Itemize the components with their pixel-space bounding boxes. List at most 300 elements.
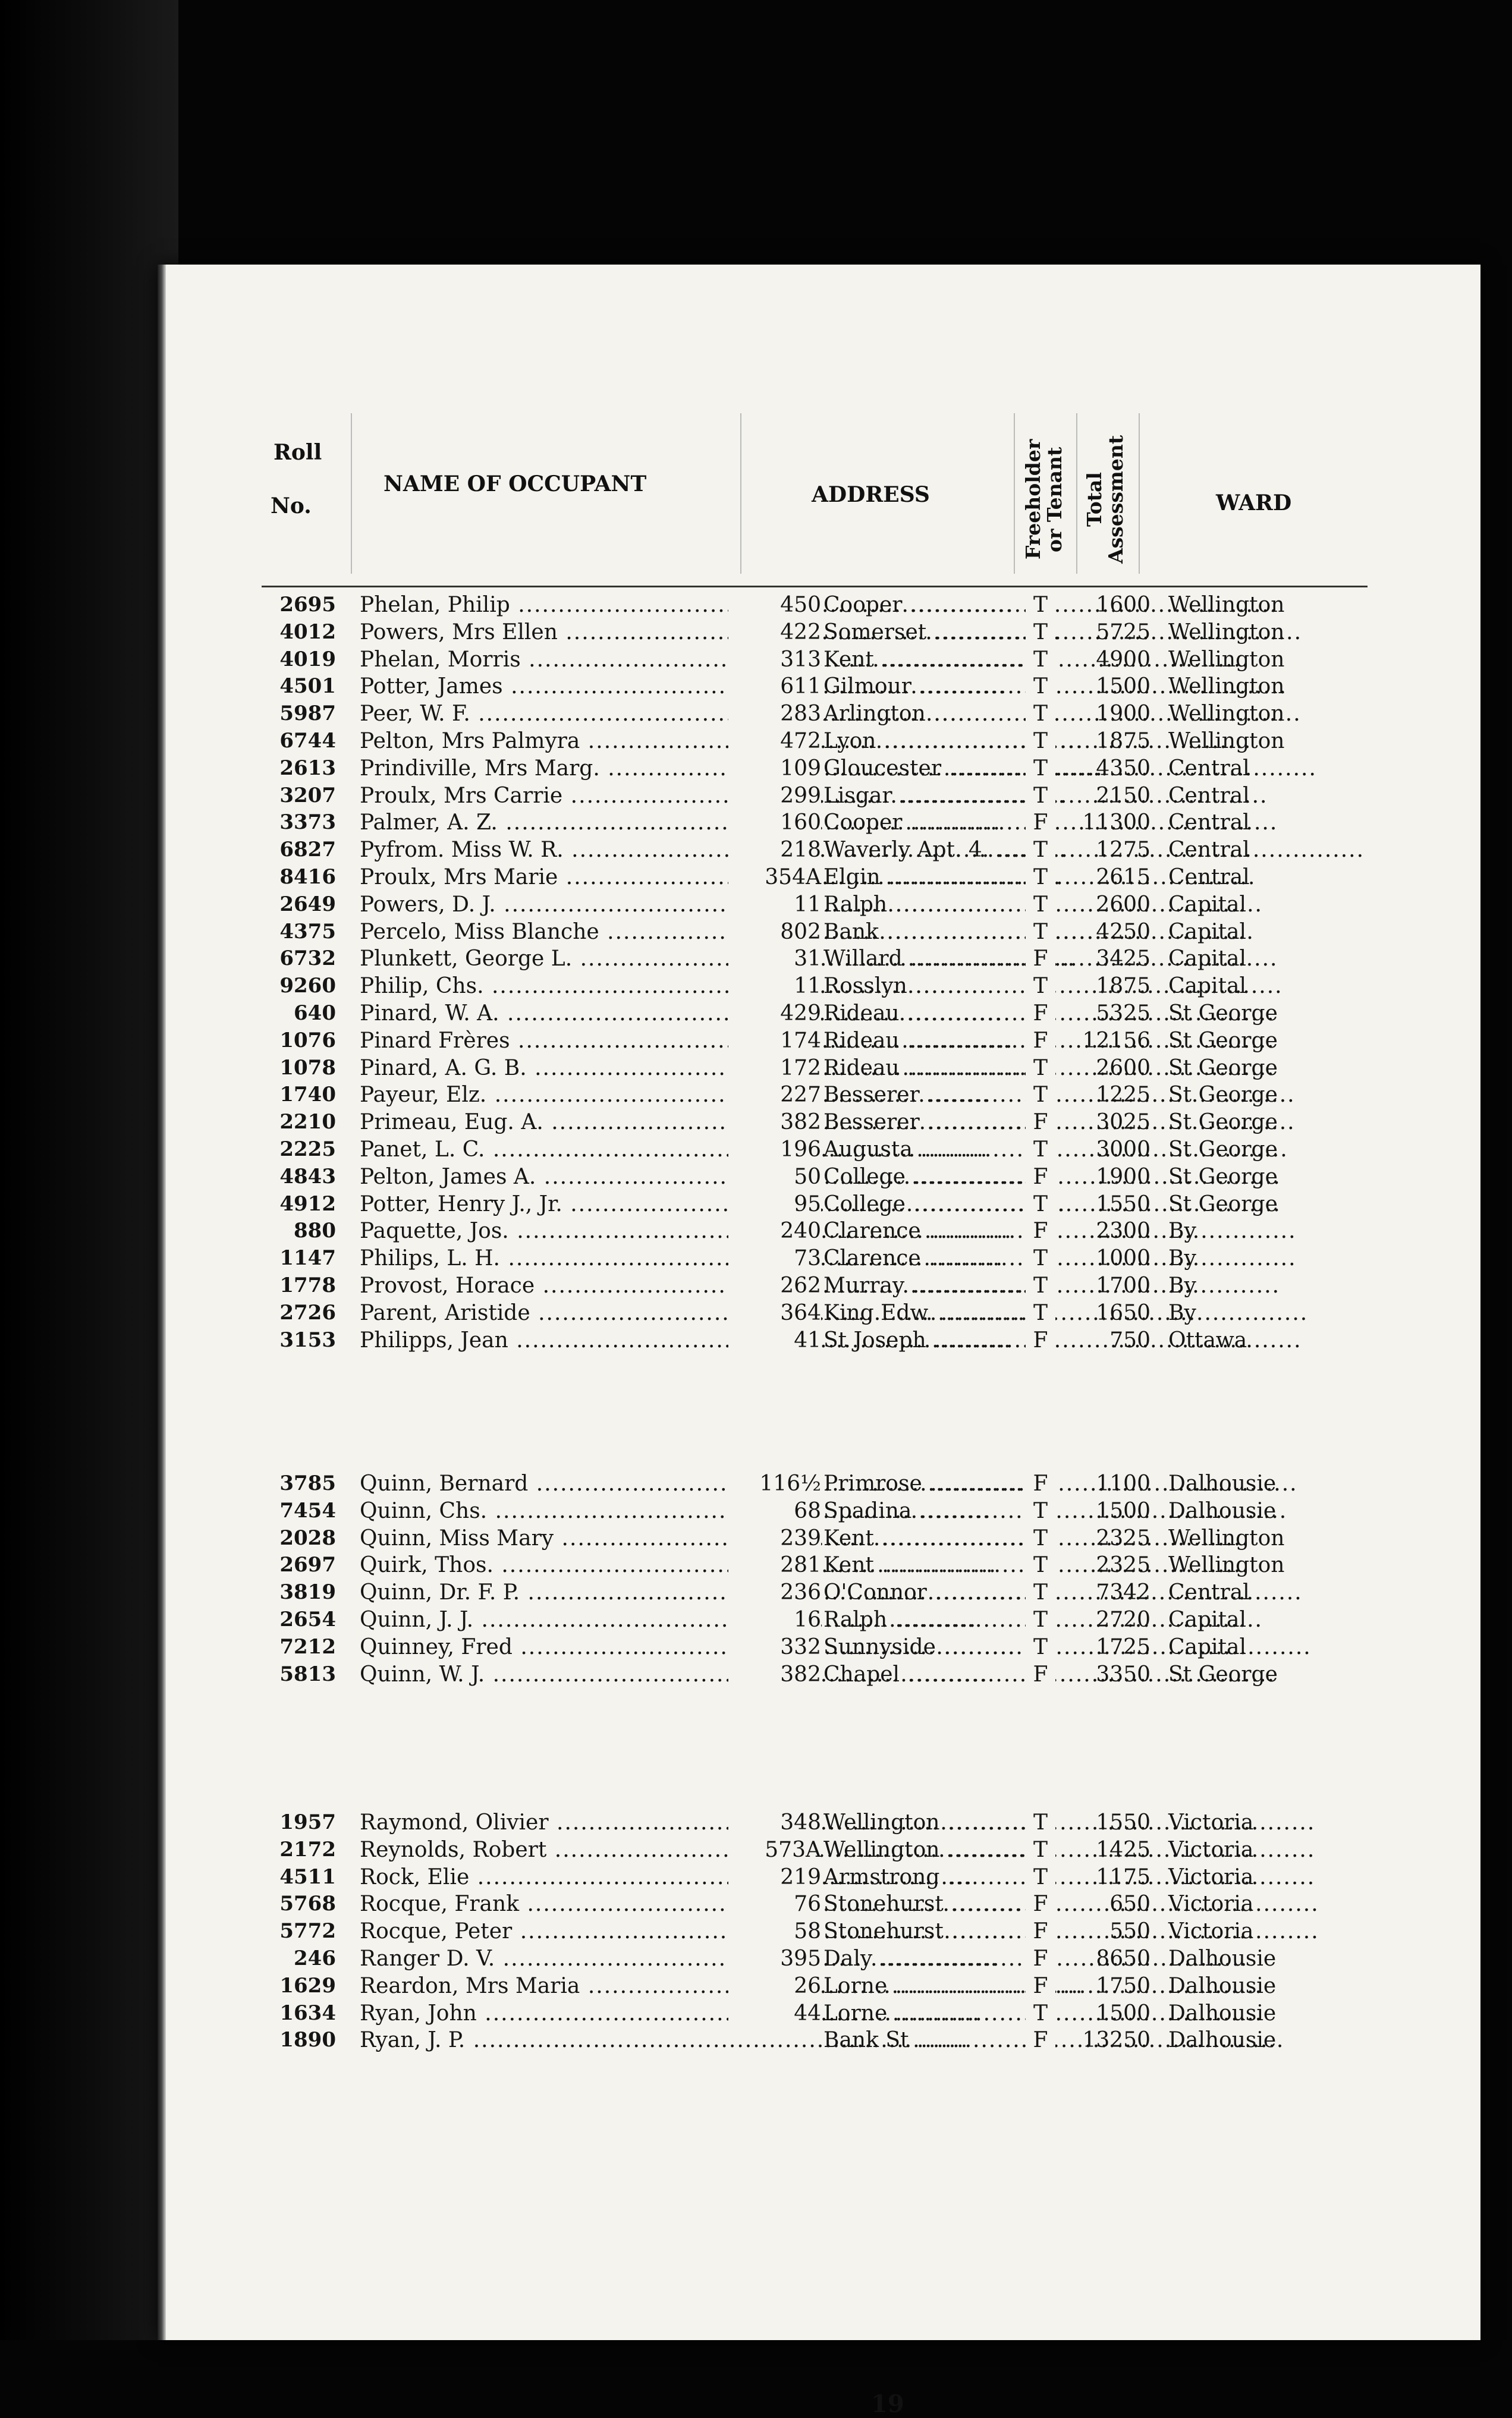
occupant-name: Rock, Elie .....: [360, 1865, 776, 1889]
ward-name: Victoria: [1168, 1837, 1254, 1862]
assessment-value: 2325: [1096, 1553, 1150, 1578]
street-name: Daly .....: [823, 1947, 1020, 1971]
street-number: 239: [728, 1526, 821, 1551]
ward-name: Capital: [1168, 974, 1247, 999]
assessment-value: 11300: [1082, 810, 1150, 835]
street-name: Willard .....: [823, 947, 1020, 971]
freeholder-or-tenant: F: [1026, 1328, 1055, 1353]
freeholder-or-tenant: T: [1026, 1810, 1055, 1835]
directory-row: [229, 2001, 1442, 2029]
assessment-value: 3025: [1096, 1110, 1150, 1135]
assessment-value: 13250: [1082, 2028, 1150, 2053]
roll-number: 246: [294, 1947, 336, 1970]
street-name: Waverly Apt. 4. .....: [823, 838, 1020, 862]
occupant-name: Pinard, A. G. B. .....: [360, 1056, 776, 1080]
ward-name: Wellington: [1168, 674, 1285, 699]
street-name: Murray .....: [823, 1274, 1020, 1298]
occupant-name: Potter, Henry J., Jr. .....: [360, 1192, 776, 1216]
street-number: 11: [728, 974, 821, 998]
street-name: Elgin .....: [823, 865, 1020, 889]
directory-row: [229, 1526, 1442, 1554]
occupant-name: Rocque, Peter .....: [360, 1919, 776, 1944]
ward-name: By: [1168, 1219, 1196, 1244]
occupant-name: Phelan, Morris .....: [360, 647, 776, 672]
roll-number: 880: [294, 1219, 336, 1243]
ward-name: Capital: [1168, 1634, 1247, 1659]
header-divider: [1076, 413, 1077, 574]
freeholder-or-tenant: T: [1026, 1192, 1055, 1216]
ward-name: Dalhousie: [1168, 2028, 1277, 2053]
street-number: 160: [728, 810, 821, 835]
street-name: Chapel .....: [823, 1662, 1020, 1687]
ward-name: Central: [1168, 838, 1250, 863]
street-number: 11: [728, 892, 821, 917]
roll-number: 3785: [279, 1471, 336, 1495]
assessment-value: 3000: [1096, 1137, 1150, 1162]
ward-name: Central: [1168, 783, 1250, 808]
directory-row: [229, 1029, 1442, 1056]
directory-row: [229, 1328, 1442, 1356]
assessment-value: 5725: [1096, 620, 1150, 644]
street-name: Arlington .....: [823, 702, 1020, 726]
directory-row: [229, 892, 1442, 920]
street-name: Clarence .....: [823, 1246, 1020, 1271]
street-name: Cooper .....: [823, 810, 1020, 835]
street-name: O'Connor .....: [823, 1580, 1020, 1605]
street-number: 262: [728, 1274, 821, 1298]
roll-number: 5813: [279, 1662, 336, 1686]
occupant-name: Quinn, J. J. .....: [360, 1608, 776, 1632]
directory-row: [229, 756, 1442, 784]
assessment-value: 2720: [1096, 1608, 1150, 1632]
header-divider: [1014, 413, 1015, 574]
assessment-value: 1500: [1096, 674, 1150, 699]
street-number: 196: [728, 1137, 821, 1162]
street-name: Rideau .....: [823, 1056, 1020, 1080]
occupant-name: Powers, D. J. .....: [360, 892, 776, 917]
directory-row: [229, 1219, 1442, 1246]
freeholder-or-tenant: T: [1026, 838, 1055, 862]
street-number: 348: [728, 1810, 821, 1835]
directory-row: [229, 1137, 1442, 1165]
directory-row: [229, 974, 1442, 1001]
header-no: No.: [271, 493, 312, 518]
street-name: Gilmour .....: [823, 674, 1020, 699]
header-divider: [1139, 413, 1140, 574]
assessment-value: 1275: [1096, 838, 1150, 863]
ward-name: St George: [1168, 1164, 1278, 1189]
assessment-value: 1425: [1096, 1837, 1150, 1862]
street-number: 227: [728, 1083, 821, 1107]
ward-name: Capital: [1168, 1608, 1247, 1632]
street-number: 50: [728, 1165, 821, 1189]
directory-row: [229, 1974, 1442, 2001]
directory-row: [229, 593, 1442, 620]
ward-name: Victoria: [1168, 1810, 1254, 1835]
roll-number: 7454: [279, 1498, 336, 1523]
street-number: 41: [728, 1328, 821, 1353]
freeholder-or-tenant: T: [1026, 1580, 1055, 1605]
freeholder-or-tenant: T: [1026, 1137, 1055, 1162]
street-number: 382: [728, 1662, 821, 1687]
occupant-name: Paquette, Jos. .....: [360, 1219, 776, 1243]
roll-number: 2654: [279, 1608, 336, 1631]
directory-row: [229, 1635, 1442, 1662]
street-name: Kent .....: [823, 647, 1020, 672]
occupant-name: Pyfrom. Miss W. R. .....: [360, 838, 776, 862]
freeholder-or-tenant: T: [1026, 1608, 1055, 1632]
ward-name: Central: [1168, 756, 1250, 781]
occupant-name: Percelo, Miss Blanche .....: [360, 920, 776, 944]
roll-number: 4012: [279, 620, 336, 644]
roll-number: 1890: [279, 2028, 336, 2052]
street-number: 26: [728, 1974, 821, 1998]
ward-name: Ottawa: [1168, 1328, 1247, 1353]
street-number: 573A: [728, 1838, 821, 1862]
assessment-value: 2600: [1096, 892, 1150, 917]
street-number: 472: [728, 729, 821, 753]
street-name: Spadina .....: [823, 1499, 1020, 1523]
directory-row: [229, 1274, 1442, 1301]
occupant-name: Ryan, John .....: [360, 2001, 776, 2026]
freeholder-or-tenant: F: [1026, 1219, 1055, 1243]
freeholder-or-tenant: T: [1026, 920, 1055, 944]
street-name: Besserer .....: [823, 1083, 1020, 1107]
roll-number: 3207: [279, 783, 336, 807]
street-number: 332: [728, 1635, 821, 1659]
occupant-name: Quirk, Thos. .....: [360, 1553, 776, 1577]
ward-name: St George: [1168, 1662, 1278, 1687]
freeholder-or-tenant: F: [1026, 1947, 1055, 1971]
freeholder-or-tenant: T: [1026, 1246, 1055, 1271]
ward-name: By: [1168, 1246, 1196, 1271]
occupant-name: Provost, Horace .....: [360, 1274, 776, 1298]
occupant-name: Pinard, W. A. .....: [360, 1001, 776, 1026]
occupant-name: Rocque, Frank .....: [360, 1892, 776, 1916]
freeholder-or-tenant: T: [1026, 784, 1055, 808]
scan-background: [0, 0, 178, 2340]
directory-row: [229, 674, 1442, 702]
directory-row: [229, 1892, 1442, 1919]
directory-row: [229, 920, 1442, 947]
header-ward: WARD: [1216, 490, 1292, 515]
ward-name: Central: [1168, 865, 1250, 889]
roll-number: 2210: [279, 1110, 336, 1134]
street-number: 450: [728, 593, 821, 617]
assessment-value: 1600: [1096, 593, 1150, 617]
directory-row: [229, 1192, 1442, 1219]
occupant-name: Pelton, James A. .....: [360, 1165, 776, 1189]
street-number: 16: [728, 1608, 821, 1632]
roll-number: 6732: [279, 947, 336, 971]
roll-number: 5772: [279, 1919, 336, 1944]
street-number: 95: [728, 1192, 821, 1216]
freeholder-or-tenant: F: [1026, 1001, 1055, 1026]
directory-row: [229, 865, 1442, 892]
ward-name: Dalhousie: [1168, 1498, 1277, 1523]
freeholder-or-tenant: T: [1026, 620, 1055, 644]
ward-name: St George: [1168, 1191, 1278, 1216]
directory-row: [229, 947, 1442, 974]
occupant-name: Quinn, Chs. .....: [360, 1499, 776, 1523]
occupant-name: Raymond, Olivier .....: [360, 1810, 776, 1835]
header-divider: [740, 413, 741, 574]
assessment-value: 1175: [1096, 1864, 1150, 1889]
occupant-name: Philipps, Jean .....: [360, 1328, 776, 1353]
street-name: Wellington .....: [823, 1810, 1020, 1835]
roll-number: 3373: [279, 810, 336, 835]
assessment-value: 5325: [1096, 1001, 1150, 1026]
street-number: 240: [728, 1219, 821, 1243]
street-name: Somerset .....: [823, 620, 1020, 644]
street-number: 58: [728, 1919, 821, 1944]
directory-row: [229, 1919, 1442, 1947]
ward-name: Dalhousie: [1168, 1947, 1277, 1971]
header-address: ADDRESS: [812, 482, 930, 507]
street-name: Bank St .....: [823, 2028, 1020, 2052]
street-name: Cooper .....: [823, 593, 1020, 617]
freeholder-or-tenant: T: [1026, 1056, 1055, 1080]
directory-row: [229, 784, 1442, 811]
street-name: Lorne .....: [823, 1974, 1020, 1998]
assessment-value: 3350: [1096, 1662, 1150, 1687]
roll-number: 5768: [279, 1892, 336, 1916]
directory-row: [229, 1246, 1442, 1274]
ward-name: By: [1168, 1300, 1196, 1325]
street-name: Sunnyside .....: [823, 1635, 1020, 1659]
occupant-name: Proulx, Mrs Marie .....: [360, 865, 776, 889]
occupant-name: Phelan, Philip .....: [360, 593, 776, 617]
page-binding-edge: [158, 265, 166, 2340]
street-number: 313: [728, 647, 821, 672]
roll-number: 4375: [279, 919, 336, 944]
assessment-value: 2300: [1096, 1219, 1150, 1244]
ward-name: Capital: [1168, 947, 1247, 971]
occupant-name: Primeau, Eug. A. .....: [360, 1110, 776, 1134]
street-name: Gloucester .....: [823, 756, 1020, 781]
ward-name: Victoria: [1168, 1919, 1254, 1944]
ward-name: Wellington: [1168, 620, 1285, 644]
street-number: 219: [728, 1865, 821, 1889]
assessment-value: 1875: [1096, 729, 1150, 753]
freeholder-or-tenant: T: [1026, 674, 1055, 699]
freeholder-or-tenant: T: [1026, 593, 1055, 617]
roll-number: 2695: [279, 593, 336, 617]
freeholder-or-tenant: T: [1026, 892, 1055, 917]
occupant-name: Reynolds, Robert .....: [360, 1838, 776, 1862]
street-name: Lyon .....: [823, 729, 1020, 753]
freeholder-or-tenant: T: [1026, 1635, 1055, 1659]
occupant-name: Philips, L. H. .....: [360, 1246, 776, 1271]
occupant-name: Reardon, Mrs Maria .....: [360, 1974, 776, 1998]
freeholder-or-tenant: T: [1026, 1526, 1055, 1551]
directory-row: [229, 1499, 1442, 1526]
ward-name: Wellington: [1168, 702, 1285, 727]
ward-name: Dalhousie: [1168, 1973, 1277, 1998]
roll-number: 4912: [279, 1191, 336, 1216]
freeholder-or-tenant: T: [1026, 647, 1055, 672]
freeholder-or-tenant: T: [1026, 1274, 1055, 1298]
assessment-value: 12156: [1082, 1028, 1150, 1053]
occupant-name: Pinard Frères .....: [360, 1029, 776, 1053]
occupant-name: Pelton, Mrs Palmyra .....: [360, 729, 776, 753]
directory-row: [229, 1056, 1442, 1083]
page-number: 19: [871, 2390, 904, 2418]
occupant-name: Parent, Aristide .....: [360, 1301, 776, 1325]
directory-page: [158, 265, 1480, 2418]
street-number: 354A: [728, 865, 821, 889]
freeholder-or-tenant: F: [1026, 1110, 1055, 1134]
directory-row: [229, 647, 1442, 675]
ward-name: St George: [1168, 1055, 1278, 1080]
freeholder-or-tenant: F: [1026, 1919, 1055, 1944]
assessment-value: 1750: [1096, 1973, 1150, 1998]
occupant-name: Ryan, J. P. .....: [360, 2028, 776, 2052]
occupant-name: Plunkett, George L. .....: [360, 947, 776, 971]
freeholder-or-tenant: T: [1026, 756, 1055, 781]
assessment-value: 2615: [1096, 865, 1150, 889]
assessment-value: 1900: [1096, 702, 1150, 727]
freeholder-or-tenant: T: [1026, 1301, 1055, 1325]
assessment-value: 2150: [1096, 783, 1150, 808]
freeholder-or-tenant: F: [1026, 2028, 1055, 2052]
street-number: 429: [728, 1001, 821, 1026]
freeholder-or-tenant: F: [1026, 947, 1055, 971]
directory-row: [229, 729, 1442, 756]
assessment-value: 1550: [1096, 1810, 1150, 1835]
occupant-name: Proulx, Mrs Carrie .....: [360, 784, 776, 808]
directory-row: [229, 1301, 1442, 1328]
header-total-assessment: Total Assessment: [1083, 435, 1127, 564]
assessment-value: 3425: [1096, 947, 1150, 971]
freeholder-or-tenant: T: [1026, 1865, 1055, 1889]
street-name: College .....: [823, 1165, 1020, 1189]
freeholder-or-tenant: T: [1026, 974, 1055, 998]
occupant-name: Prindiville, Mrs Marg. .....: [360, 756, 776, 781]
ward-name: Wellington: [1168, 647, 1285, 672]
assessment-value: 1725: [1096, 1634, 1150, 1659]
street-name: Armstrong .....: [823, 1865, 1020, 1889]
directory-row: [229, 1810, 1442, 1838]
street-number: 395: [728, 1947, 821, 1971]
street-number: 109: [728, 756, 821, 781]
header-roll: Roll: [274, 440, 322, 465]
assessment-value: 4350: [1096, 756, 1150, 781]
street-number: 31: [728, 947, 821, 971]
roll-number: 2726: [279, 1300, 336, 1325]
assessment-value: 1500: [1096, 1498, 1150, 1523]
directory-row: [229, 1553, 1442, 1580]
roll-number: 1078: [279, 1055, 336, 1080]
roll-number: 7212: [279, 1634, 336, 1659]
occupant-name: Payeur, Elz. .....: [360, 1083, 776, 1107]
assessment-value: 1650: [1096, 1300, 1150, 1325]
street-name: Rideau .....: [823, 1029, 1020, 1053]
street-number: 611: [728, 674, 821, 699]
directory-row: [229, 620, 1442, 647]
street-number: 281: [728, 1553, 821, 1577]
assessment-value: 1700: [1096, 1274, 1150, 1298]
street-name: Stonehurst .....: [823, 1892, 1020, 1916]
street-name: Lorne .....: [823, 2001, 1020, 2026]
assessment-value: 1500: [1096, 2001, 1150, 2026]
directory-row: [229, 2028, 1442, 2055]
street-number: 174: [728, 1029, 821, 1053]
roll-number: 8416: [279, 865, 336, 889]
ward-name: St George: [1168, 1110, 1278, 1135]
street-name: Augusta .....: [823, 1137, 1020, 1162]
occupant-name: Quinney, Fred .....: [360, 1635, 776, 1659]
roll-number: 1957: [279, 1810, 336, 1834]
roll-number: 2028: [279, 1526, 336, 1550]
freeholder-or-tenant: F: [1026, 1029, 1055, 1053]
directory-row: [229, 810, 1442, 838]
ward-name: Central: [1168, 1580, 1250, 1605]
roll-number: 4843: [279, 1164, 336, 1188]
street-name: Ralph .....: [823, 1608, 1020, 1632]
street-number: 236: [728, 1580, 821, 1605]
street-number: 299: [728, 784, 821, 808]
directory-row: [229, 1838, 1442, 1865]
roll-number: 3153: [279, 1328, 336, 1352]
assessment-value: 550: [1109, 1919, 1150, 1944]
directory-row: [229, 1608, 1442, 1635]
assessment-value: 750: [1109, 1328, 1150, 1353]
header-divider: [351, 413, 352, 574]
roll-number: 4019: [279, 647, 336, 671]
roll-number: 1076: [279, 1028, 336, 1052]
street-name: Wellington .....: [823, 1838, 1020, 1862]
occupant-name: Panet, L. C. .....: [360, 1137, 776, 1162]
directory-row: [229, 1580, 1442, 1608]
street-name: Primrose .....: [823, 1471, 1020, 1496]
assessment-value: 1550: [1096, 1191, 1150, 1216]
roll-number: 1778: [279, 1274, 336, 1297]
assessment-value: 1900: [1096, 1164, 1150, 1189]
street-number: 802: [728, 920, 821, 944]
freeholder-or-tenant: F: [1026, 1471, 1055, 1496]
occupant-name: Palmer, A. Z. .....: [360, 810, 776, 835]
assessment-value: 2600: [1096, 1055, 1150, 1080]
assessment-value: 4900: [1096, 647, 1150, 672]
street-number: 76: [728, 1892, 821, 1916]
occupant-name: Peer, W. F. .....: [360, 702, 776, 726]
street-number: 44: [728, 2001, 821, 2026]
roll-number: 6744: [279, 729, 336, 753]
roll-number: 3819: [279, 1580, 336, 1605]
street-name: Clarence .....: [823, 1219, 1020, 1243]
roll-number: 2613: [279, 756, 336, 780]
street-name: St Joseph .....: [823, 1328, 1020, 1353]
freeholder-or-tenant: F: [1026, 1662, 1055, 1687]
street-name: Stonehurst .....: [823, 1919, 1020, 1944]
ward-name: Victoria: [1168, 1892, 1254, 1917]
occupant-name: Philip, Chs. .....: [360, 974, 776, 998]
ward-name: St George: [1168, 1137, 1278, 1162]
roll-number: 2225: [279, 1137, 336, 1161]
roll-number: 1147: [279, 1246, 336, 1271]
roll-number: 2697: [279, 1553, 336, 1577]
header-rule: [262, 586, 1368, 587]
freeholder-or-tenant: F: [1026, 810, 1055, 835]
street-number: 218: [728, 838, 821, 862]
directory-row: [229, 1947, 1442, 1974]
occupant-name: Quinn, Miss Mary .....: [360, 1526, 776, 1551]
ward-name: Capital: [1168, 892, 1247, 917]
freeholder-or-tenant: T: [1026, 1838, 1055, 1862]
street-number: 422: [728, 620, 821, 644]
ward-name: Central: [1168, 810, 1250, 835]
